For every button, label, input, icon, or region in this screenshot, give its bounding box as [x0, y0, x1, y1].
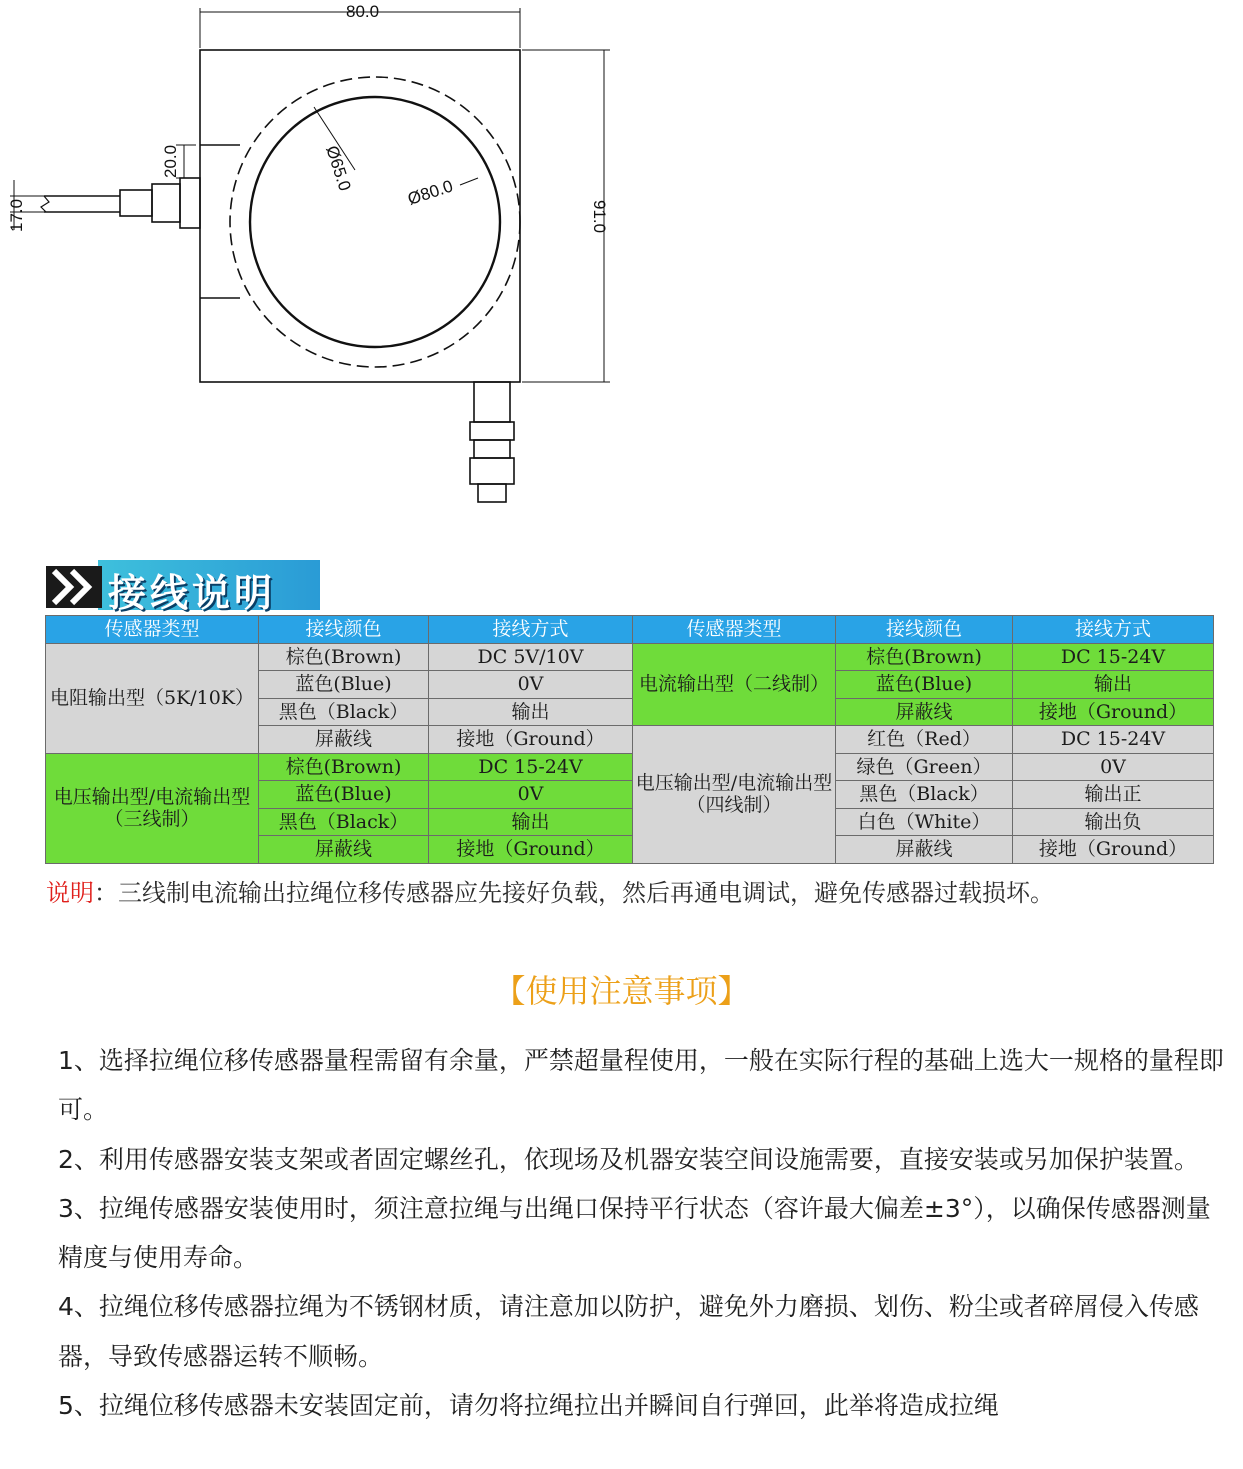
- wire-color-cell: 黑色（Black）: [836, 781, 1013, 809]
- wire-color-cell: 蓝色(Blue): [259, 781, 429, 809]
- height-dimension-label: 91.0: [590, 200, 609, 234]
- header-cell: 传感器类型: [633, 616, 836, 644]
- double-chevron-icon: [46, 566, 102, 608]
- wire-method-cell: 接地（Ground）: [429, 836, 633, 864]
- header-cell: 接线方式: [1013, 616, 1214, 644]
- sensor-dimension-drawing: [0, 0, 640, 520]
- note-text: ：三线制电流输出拉绳位移传感器应先接好负载，然后再通电调试，避免传感器过载损坏。: [94, 879, 1054, 907]
- wire-method-cell: 接地（Ground）: [429, 726, 633, 754]
- cable-dimension-label: 17.0: [7, 198, 26, 232]
- wire-method-cell: 接地（Ground）: [1013, 836, 1214, 864]
- wire-method-cell: DC 15-24V: [1013, 726, 1214, 754]
- wire-color-cell: 黑色（Black）: [259, 698, 429, 726]
- wiring-banner: [46, 560, 322, 615]
- wire-color-cell: 屏蔽线: [836, 698, 1013, 726]
- sensor-type-cell: 电压输出型/电流输出型（四线制）: [633, 726, 836, 864]
- side-bracket-lines: [200, 145, 240, 298]
- wire-color-cell: 棕色(Brown): [259, 753, 429, 781]
- table-row: [46, 643, 1214, 671]
- outer-diameter-label: Ø80.0: [405, 176, 456, 209]
- bottom-fitting-nut-1: [470, 422, 514, 440]
- wire-color-cell: 绿色（Green）: [836, 753, 1013, 781]
- precautions-heading: 【使用注意事项】: [493, 972, 750, 1010]
- bottom-fitting-nut-2: [470, 458, 514, 484]
- table-header-row: [46, 616, 1214, 644]
- left-cable: [44, 196, 120, 212]
- inner-diameter-circle: [250, 97, 500, 347]
- list-item: 4、拉绳位移传感器拉绳为不锈钢材质，请注意加以防护，避免外力磨损、划伤、粉尘或者碎屑侵入传感器，导致传感器运转不顺畅。: [58, 1292, 1199, 1371]
- list-item: 2、利用传感器安装支架或者固定螺丝孔，依现场及机器安装空间设施需要，直接安装或另加保护装置。: [58, 1144, 1199, 1174]
- header-cell: 接线颜色: [836, 616, 1013, 644]
- width-dimension-label: 80.0: [346, 2, 380, 21]
- precautions-list: [58, 1036, 1228, 1430]
- list-item: 1、选择拉绳位移传感器量程需留有余量，严禁超量程使用，一般在实际行程的基础上选大一规格的量程即可。: [58, 1046, 1224, 1125]
- wire-method-cell: DC 15-24V: [1013, 643, 1214, 671]
- wire-color-cell: 棕色(Brown): [836, 643, 1013, 671]
- wire-method-cell: 输出: [429, 698, 633, 726]
- header-cell: 接线颜色: [259, 616, 429, 644]
- wire-color-cell: 蓝色(Blue): [259, 671, 429, 699]
- wiring-note: [46, 868, 1216, 918]
- sensor-type-cell: 电流输出型（二线制）: [633, 643, 836, 726]
- wire-method-cell: 输出正: [1013, 781, 1214, 809]
- wire-color-cell: 蓝色(Blue): [836, 671, 1013, 699]
- wire-color-cell: 红色（Red）: [836, 726, 1013, 754]
- wire-method-cell: 输出: [1013, 671, 1214, 699]
- table-row: [46, 753, 1214, 781]
- wire-color-cell: 屏蔽线: [259, 726, 429, 754]
- outer-diameter-leader: [460, 178, 478, 185]
- wire-color-cell: 屏蔽线: [259, 836, 429, 864]
- left-gland-tip: [120, 190, 152, 216]
- wire-color-cell: 黑色（Black）: [259, 808, 429, 836]
- wire-method-cell: DC 5V/10V: [429, 643, 633, 671]
- wire-color-cell: 屏蔽线: [836, 836, 1013, 864]
- left-gland-nut: [180, 178, 200, 228]
- wire-color-cell: 白色（White）: [836, 808, 1013, 836]
- wire-method-cell: 输出负: [1013, 808, 1214, 836]
- header-cell: 接线方式: [429, 616, 633, 644]
- offset-dimension-label: 20.0: [161, 144, 180, 178]
- wire-method-cell: DC 15-24V: [429, 753, 633, 781]
- outer-diameter-circle: [230, 77, 520, 367]
- wire-method-cell: 0V: [429, 671, 633, 699]
- bottom-fitting-neck: [474, 440, 510, 458]
- inner-diameter-label: Ø65.0: [322, 143, 355, 194]
- wire-method-cell: 0V: [429, 781, 633, 809]
- wire-method-cell: 输出: [429, 808, 633, 836]
- list-item: 5、拉绳位移传感器未安装固定前，请勿将拉绳拉出并瞬间自行弹回，此举将造成拉绳: [58, 1391, 999, 1421]
- list-item: 3、拉绳传感器安装使用时，须注意拉绳与出绳口保持平行状态（容许最大偏差±3°），以确保传感器测量精度与使用寿命。: [58, 1193, 1211, 1273]
- left-gland-body: [152, 184, 180, 222]
- sensor-type-cell: 电阻输出型（5K/10K）: [46, 643, 259, 753]
- left-cable-break: [41, 196, 49, 212]
- sensor-body-outline: [200, 50, 520, 382]
- bottom-fitting-tip: [478, 484, 506, 502]
- wire-method-cell: 接地（Ground）: [1013, 698, 1214, 726]
- wiring-table: [45, 615, 1214, 864]
- wire-color-cell: 棕色(Brown): [259, 643, 429, 671]
- sensor-type-cell: 电压输出型/电流输出型（三线制）: [46, 753, 259, 863]
- banner-title: 接线说明: [108, 570, 277, 615]
- wire-method-cell: 0V: [1013, 753, 1214, 781]
- bottom-fitting-body: [474, 382, 510, 422]
- note-label: 说明: [46, 879, 94, 907]
- header-cell: 传感器类型: [46, 616, 259, 644]
